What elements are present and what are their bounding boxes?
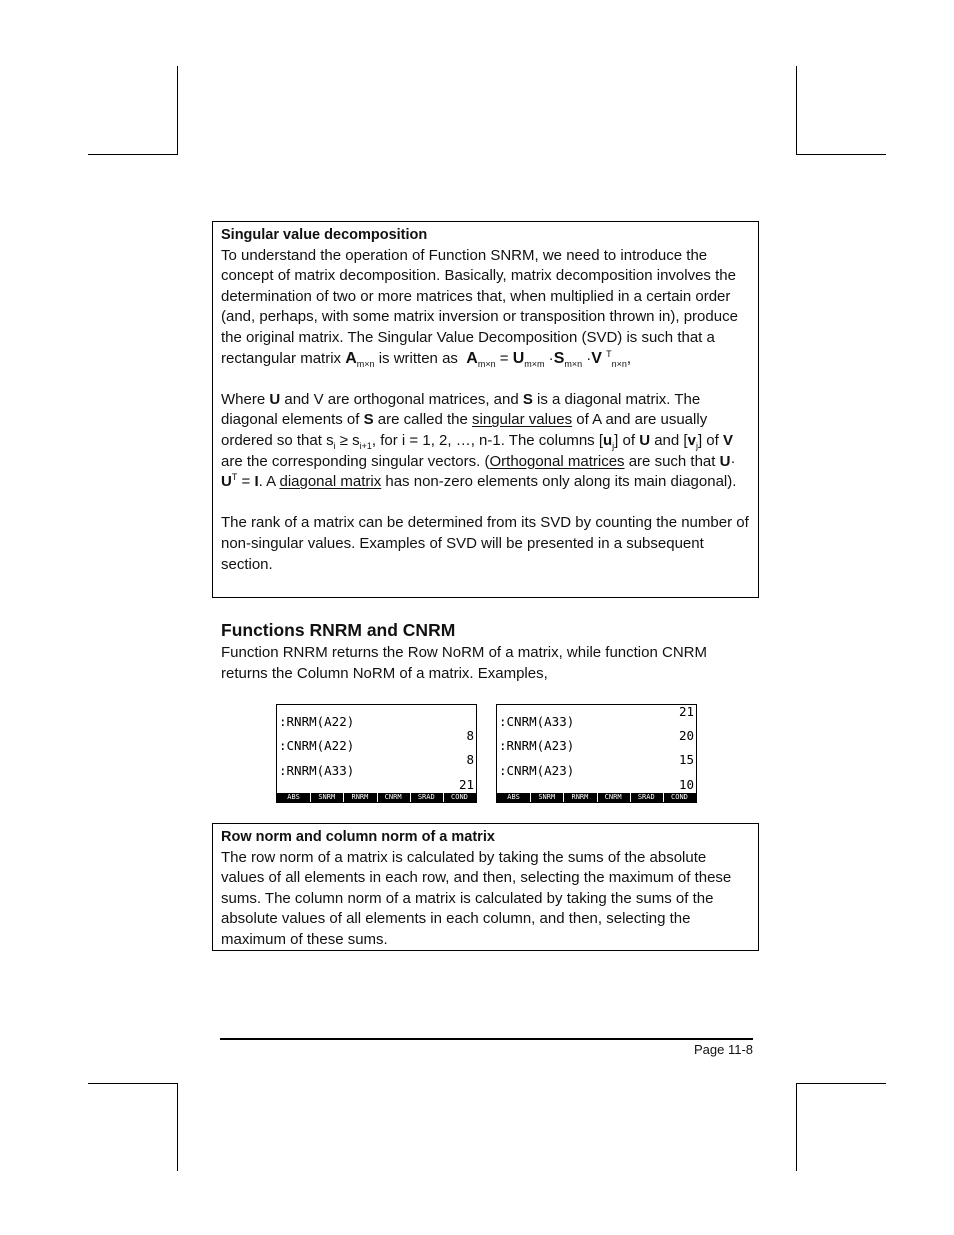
softkey-cond: COND (663, 793, 695, 802)
calc-left-result-1: 8 (466, 728, 474, 743)
link-orthogonal-matrices: Orthogonal matrices (489, 452, 625, 470)
crop-mark-top-left-h (88, 154, 178, 155)
softkey-cnrm: CNRM (377, 793, 409, 802)
softkey-srad: SRAD (630, 793, 662, 802)
calc-left-line-2: :CNRM(A22) (279, 738, 355, 753)
calc-right-softkey-menu (497, 793, 696, 802)
calc-left-line-1: :RNRM(A22) (279, 714, 355, 729)
crop-mark-bottom-right-v (796, 1083, 797, 1171)
calc-right-line-2: :RNRM(A23) (499, 738, 575, 753)
section-body: Function RNRM returns the Row NoRM of a matrix, while function CNRM returns the Column NoRM of a matrix. Examples, (221, 644, 707, 682)
svd-note-box (212, 221, 759, 598)
calc-right-line-1: :CNRM(A33) (499, 714, 575, 729)
calc-right-result-3: 15 (678, 752, 694, 767)
softkey-rnrm: RNRM (343, 793, 375, 802)
norm-box-body: The row norm of a matrix is calculated by taking the sums of the absolute values of all elements in each row, and then, selecting the maximum of these sums. The column norm of a matrix is calculated by taking the sums of the absolute values of all elements in each column, and then, selecting the maximum of these sums. (221, 848, 732, 948)
softkey-abs: ABS (287, 793, 300, 801)
softkey-srad: SRAD (410, 793, 442, 802)
calculator-screen-left (276, 704, 477, 803)
crop-mark-bottom-left-v (177, 1083, 178, 1171)
calc-right-result-4: 10 (678, 777, 694, 792)
softkey-snrm: SNRM (310, 793, 342, 802)
crop-mark-top-right-v (796, 66, 797, 154)
calc-left-result-2: 8 (466, 752, 474, 767)
softkey-cnrm: CNRM (597, 793, 629, 802)
footer-rule (220, 1038, 753, 1040)
calculator-screen-right (496, 704, 697, 803)
svd-box-title: Singular value decomposition (221, 227, 428, 243)
softkey-snrm: SNRM (530, 793, 562, 802)
softkey-rnrm: RNRM (563, 793, 595, 802)
link-diagonal-matrix: diagonal matrix (279, 473, 382, 491)
link-singular-values: singular values (472, 411, 573, 429)
svd-paragraph-3: The rank of a matrix can be determined from its SVD by counting the number of non-singular values. Examples of SVD will be presented in a subsequent section. (221, 514, 749, 573)
crop-mark-bottom-right-h (796, 1083, 886, 1084)
section-heading: Functions RNRM and CNRM (221, 620, 456, 640)
calc-left-softkey-menu (277, 793, 476, 802)
norm-box-title: Row norm and column norm of a matrix (221, 829, 495, 845)
norm-note-box (212, 823, 759, 951)
calc-right-result-2: 20 (678, 728, 694, 743)
page-number: Page 11-8 (694, 1042, 754, 1057)
svd-paragraph-1: To understand the operation of Function SNRM, we need to introduce the concept of matrix decomposition. Basically, matrix decomposition involves the determination of two or more matrices that, when multiplied in a certain order (and, perhaps, with some matrix inversion or transposition thrown in), produce the original matrix. The Singular Value Decomposition (SVD) is such that a rectangular matrix $A_{m\times n}$ is written as $A_{m\times n} = U_{m\times m} \cdot S_{m\times n} \cdot V$ $^T_{n\times n}$, (221, 246, 738, 369)
softkey-abs: ABS (507, 793, 520, 801)
crop-mark-bottom-left-h (88, 1083, 178, 1084)
svd-paragraph-2: Where U and V are orthogonal matrices, and S is a diagonal matrix. The diagonal elements of S are called the singular values of A and are usually ordered so that $s_i \ge s_{i+1}$, for i = 1, 2, …, n-1. The columns $[u_j]$ of U and $[v_j]$ of V are the corresponding singular vectors. (Orthogonal matrices are such that $U\cdot U^T = I$. A diagonal matrix has non-zero elements only along its main diagonal). (221, 390, 737, 491)
calc-left-line-3: :RNRM(A33) (279, 763, 355, 778)
crop-mark-top-right-h (796, 154, 886, 155)
crop-mark-top-left-v (177, 66, 178, 154)
calc-right-line-3: :CNRM(A23) (499, 763, 575, 778)
calc-left-result-3: 21 (458, 777, 474, 792)
calc-right-result-1: 21 (678, 704, 694, 719)
softkey-cond: COND (443, 793, 475, 802)
